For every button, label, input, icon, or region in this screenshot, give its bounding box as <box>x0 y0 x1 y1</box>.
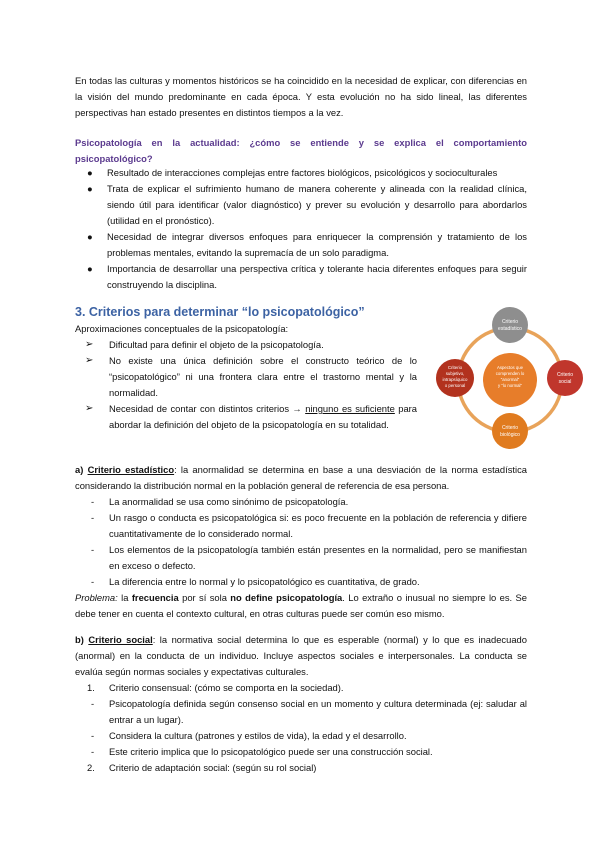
bullet-icon: ● <box>87 183 93 194</box>
list-item: - Un rasgo o conducta es psicopatológica si: es poco frecuente en la población de referencia y difiere cuantitativamente de lo considerado normal. <box>91 512 527 539</box>
node-biologico-label-1: Criterio <box>501 425 519 431</box>
center-label-4: y “lo normal” <box>498 383 522 388</box>
dash-icon: - <box>91 576 95 587</box>
node-estadistico <box>492 307 528 343</box>
list-item: ➢ Necesidad de contar con distintos criterios → ninguno es suficiente para abordar la definición del objeto de la psicopatología en su totalidad. <box>85 403 417 430</box>
center-label-3: “anormal” <box>500 377 520 382</box>
criterio-social-paragraph: b) Criterio social: la normativa social determina lo que es esperable (normal) y lo que es inadecuado (anormal) en la conducta de un individuo. Incluye aspectos sociales e interpersonales. La conducta se evalúa según normas sociales y expectativas culturales. <box>75 634 527 677</box>
list-item: ➢ No existe una única definición sobre el constructo teórico de lo “psicopatológico” ni una frontera clara entre el trastorno mental y la normalidad. <box>85 355 417 398</box>
criteria-cycle-diagram <box>425 305 595 450</box>
node-social-label-1: Criterio <box>556 372 574 378</box>
list-item: ➢ Dificultad para definir el objeto de la psicopatología. <box>75 337 417 353</box>
list-item: - La anormalidad se usa como sinónimo de psicopatología. <box>75 494 527 510</box>
number-marker: 1. <box>87 682 95 693</box>
node-subjetivo-label-4: o personal <box>444 383 466 388</box>
numbered-item: 1. Criterio consensual: (cómo se comporta en la sociedad). <box>75 680 527 696</box>
node-subjetivo-label-1: Criterio <box>447 365 463 370</box>
criterio-social-term: Criterio social <box>88 634 153 645</box>
criterio-estadistico-term: Criterio estadístico <box>87 464 175 475</box>
node-estadistico-label-1: Criterio <box>501 319 519 325</box>
arrow-icon: ➢ <box>85 403 94 414</box>
dash-icon: - <box>91 512 95 523</box>
arrow-icon: ➢ <box>85 355 94 366</box>
list-item: ● Resultado de interacciones complejas entre factores biológicos, psicológicos y socioculturales <box>75 165 527 181</box>
actualidad-bullet-list <box>75 165 527 293</box>
bullet-icon: ● <box>87 263 93 274</box>
list-item: - Este criterio implica que lo psicopatológico puede ser una construcción social. <box>75 744 527 760</box>
question-heading: Psicopatología en la actualidad: ¿cómo se entiende y se explica el comportamiento psicopatológico? <box>75 137 527 164</box>
estadistico-dash-list <box>75 494 527 590</box>
list-item: ● Trata de explicar el sufrimiento humano de manera coherente y alineada con la realidad clínica, siendo útil para identificar (valor diagnóstico) y prever su evolución y desarrollo para abordarlos (utilidad en el pronóstico). <box>87 183 527 226</box>
dash-icon: - <box>91 698 95 709</box>
criterio-estadistico-paragraph: a) Criterio estadístico: la anormalidad se determina en base a una desviación de la norma estadística considerando la distribución normal en la población general de referencia de esa persona. <box>75 464 527 491</box>
center-label-2: comprenden lo <box>495 371 525 376</box>
dash-icon: - <box>91 496 95 507</box>
list-item: - Considera la cultura (patrones y estilos de vida), la edad y el desarrollo. <box>75 728 527 744</box>
node-subjetivo-label-2: subjetivo, <box>445 371 465 376</box>
arrow-icon: ➢ <box>85 339 94 350</box>
number-marker: 2. <box>87 762 95 773</box>
node-biologico <box>492 413 528 449</box>
list-item: - La diferencia entre lo normal y lo psicopatológico es cuantitativa, de grado. <box>75 574 527 590</box>
list-item: ● Necesidad de integrar diversos enfoques para enriquecer la comprensión y tratamiento de los problemas mentales, evitando la supremacía de un solo paradigma. <box>87 231 527 258</box>
approx-intro: Aproximaciones conceptuales de la psicopatología: <box>75 323 289 334</box>
node-social <box>547 360 583 396</box>
arrow-list <box>75 337 417 433</box>
section-title: 3. Criterios para determinar “lo psicopatológico” <box>75 305 365 319</box>
node-subjetivo-label-3: intrapsíquico <box>442 377 468 382</box>
bullet-icon: ● <box>87 167 93 178</box>
list-item: ● Importancia de desarrollar una perspectiva crítica y tolerante hacia diferentes enfoques para seguir construyendo la disciplina. <box>87 263 527 290</box>
social-list <box>75 680 527 776</box>
list-item: - Psicopatología definida según consenso social en un momento y cultura determinada (ej: saludar al entrar a un lugar). <box>91 698 527 725</box>
center-label-1: Aspectos que <box>496 365 524 370</box>
problema-paragraph: Problema: la frecuencia por sí sola no define psicopatología. Lo extraño o inusual no siempre lo es. Se debe tener en cuenta el contexto cultural, en otras culturas puede ser común eso mismo. <box>75 592 527 619</box>
node-social-label-2: social <box>558 379 572 385</box>
node-biologico-label-2: biológico <box>500 432 520 438</box>
numbered-item: 2. Criterio de adaptación social: (según su rol social) <box>75 760 527 776</box>
node-estadistico-label-2: estadístico <box>498 326 522 332</box>
list-item: - Los elementos de la psicopatología también están presentes en la normalidad, pero se manifiestan en exceso o defecto. <box>91 544 527 571</box>
intro-paragraph: En todas las culturas y momentos históricos se ha coincidido en la necesidad de explicar, con diferencias en la visión del mundo predominante en cada época. Y esta evolución no ha sido lineal, las diferentes perspectivas han estado presentes en distintos tiempos a la vez. <box>75 75 527 118</box>
dash-icon: - <box>91 730 95 741</box>
dash-icon: - <box>91 746 95 757</box>
bullet-icon: ● <box>87 231 93 242</box>
dash-icon: - <box>91 544 95 555</box>
